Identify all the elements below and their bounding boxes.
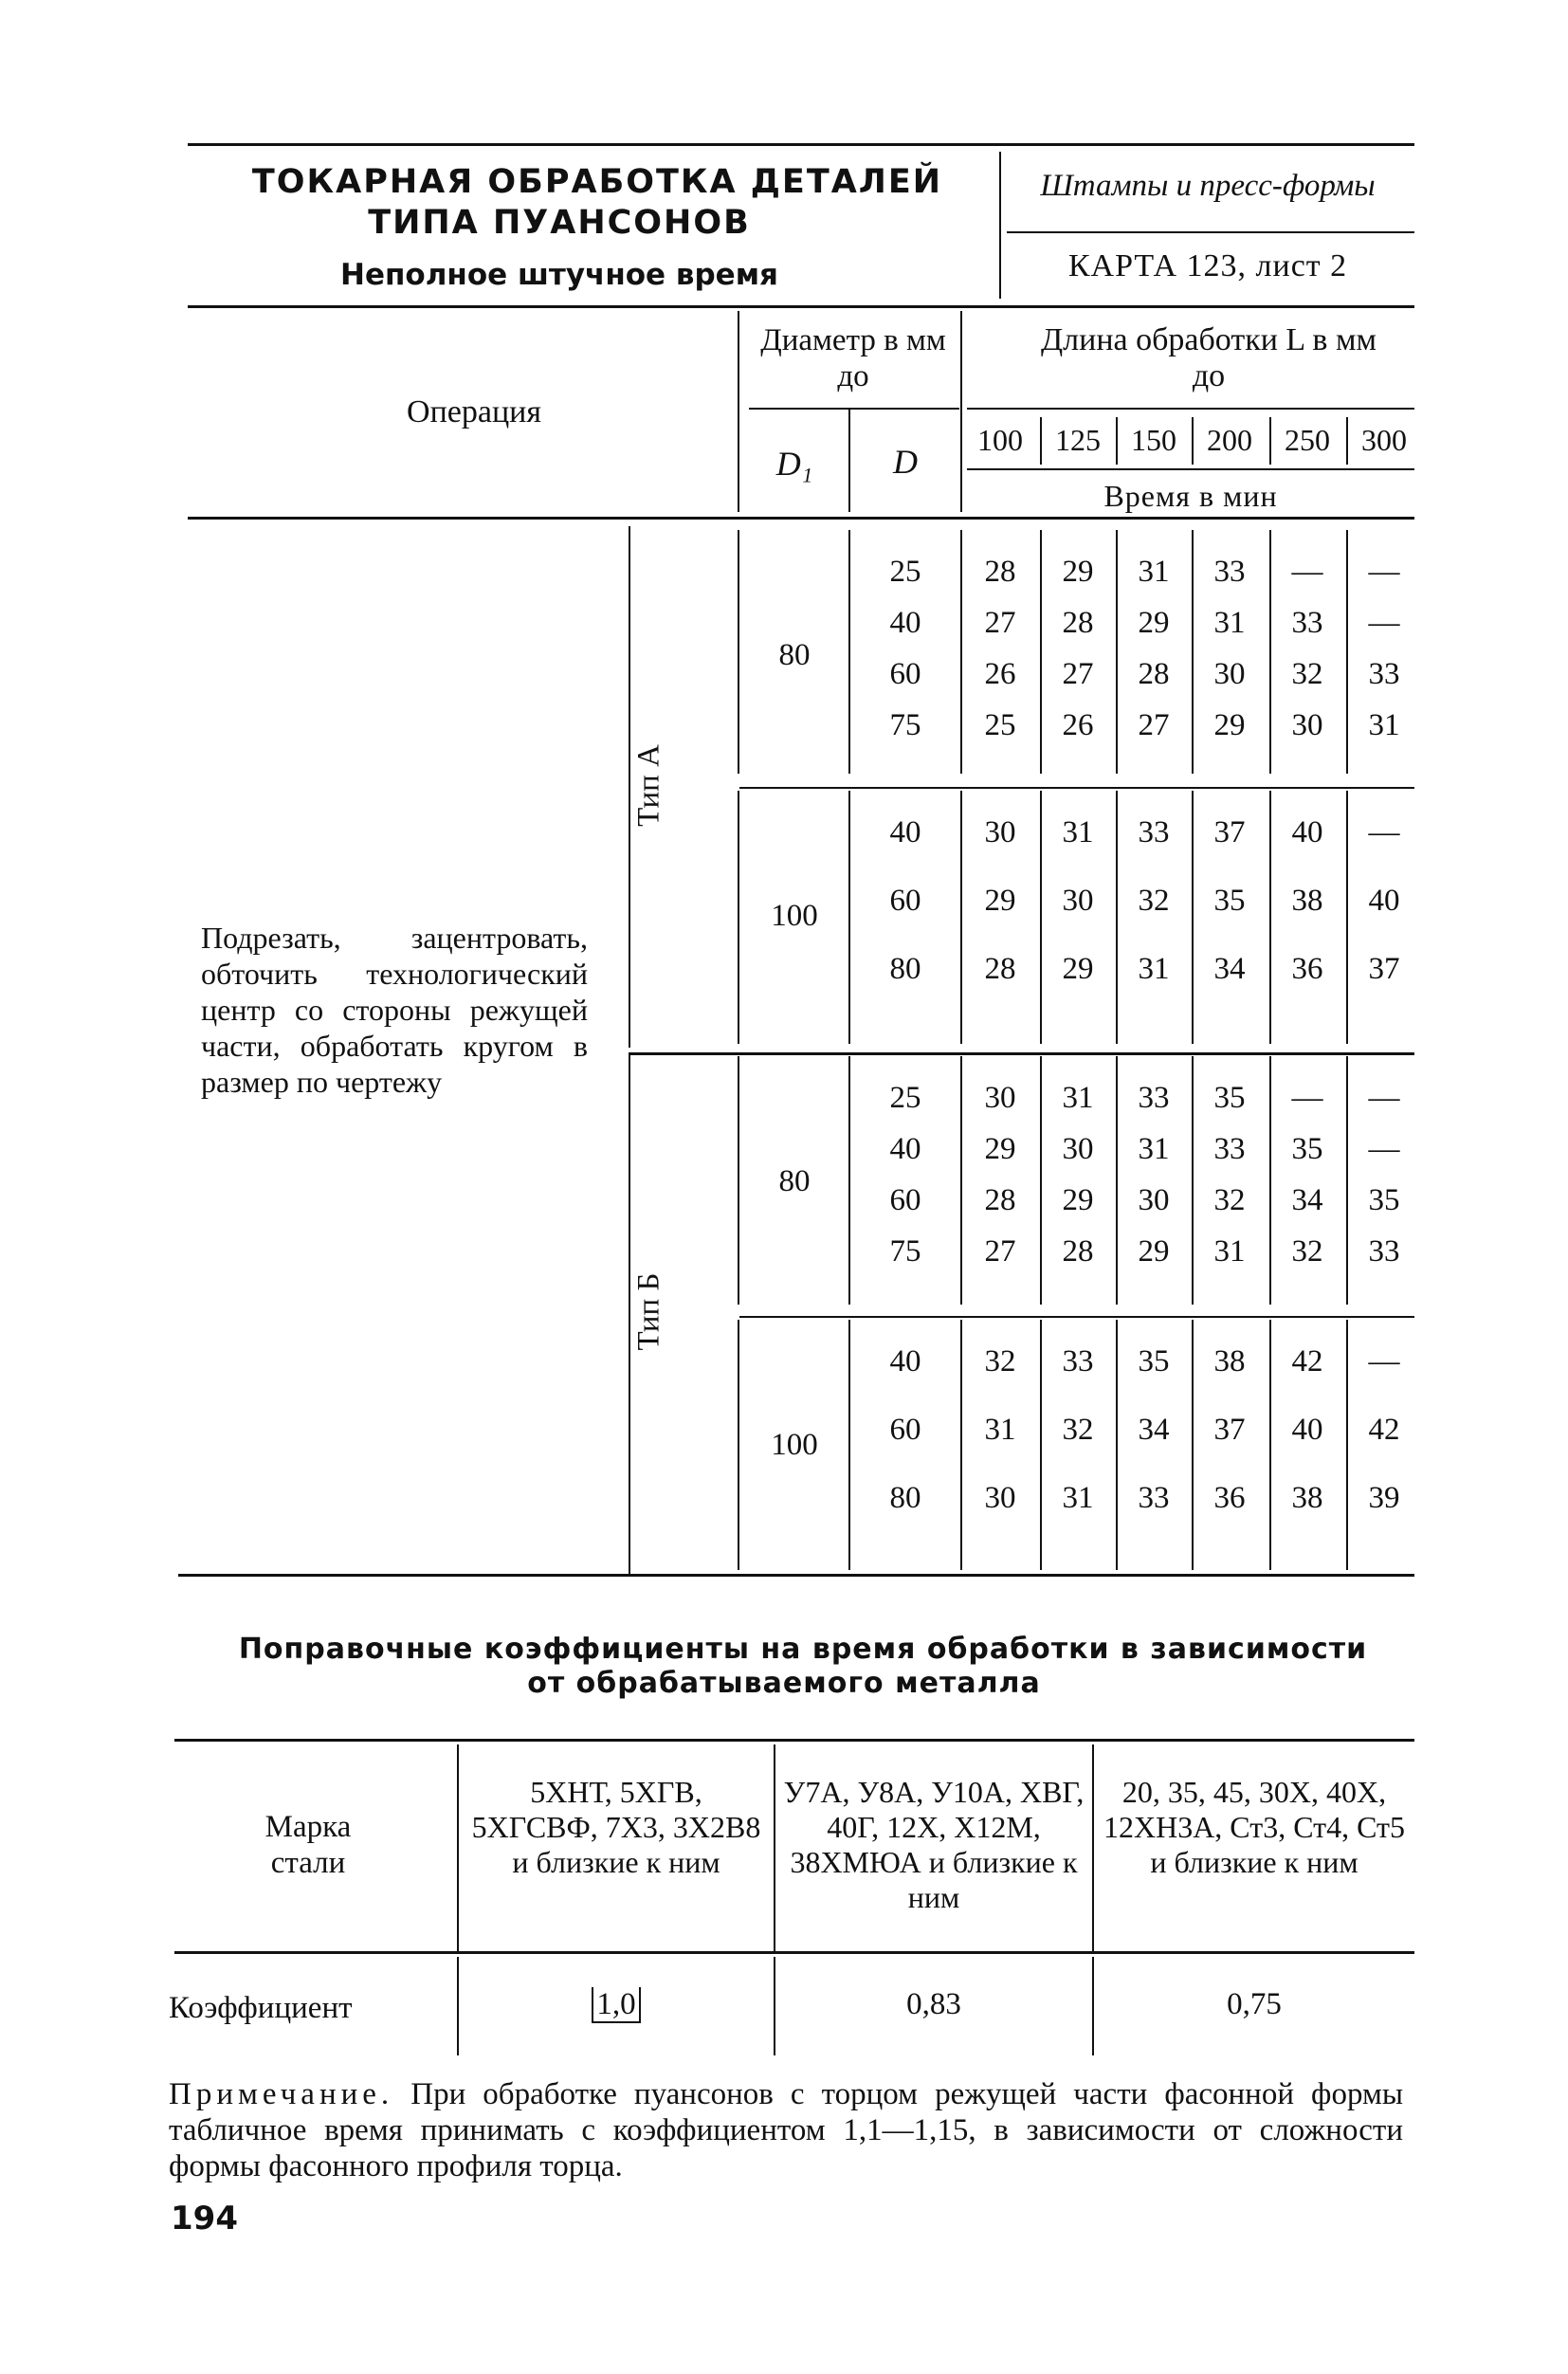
d-value: 75 [889,708,921,742]
time-value: 33 [1138,1481,1170,1515]
length-header-100: 100 [977,423,1023,457]
time-value: 29 [1213,708,1246,742]
time-value: — [1368,555,1400,589]
time-value: 31 [1062,815,1094,849]
group-separator [739,787,1414,789]
coef-sep-1 [457,1744,459,1951]
length-header-150: 150 [1131,423,1176,457]
time-value: — [1368,1132,1400,1166]
time-value: — [1291,555,1323,589]
length-header-rule [967,408,1414,410]
page-number: 194 [171,2200,238,2237]
length-header-125: 125 [1055,423,1101,457]
time-value: 40 [1291,815,1323,849]
coef-sep-2 [774,1744,775,1951]
time-value: 33 [1291,606,1323,640]
time-value: 32 [984,1344,1016,1379]
time-value: 27 [1138,708,1170,742]
time-value: 27 [984,1234,1016,1269]
card-label: КАРТА 123, лист 2 [1067,248,1348,283]
time-value: 29 [1138,1234,1170,1269]
time-value: 32 [1213,1183,1246,1217]
col-length-header: Длина обработки L в мм до [1040,322,1377,393]
length-header-sep [1269,417,1271,465]
coef-top-rule [174,1739,1414,1742]
d-value: 75 [889,1234,921,1269]
time-value: — [1291,1081,1323,1115]
length-header-sep [1192,417,1194,465]
steel-group-2: У7А, У8А, У10А, ХВГ, 40Г, 12Х, Х12М, 38ХМЮА и близкие к ним [783,1775,1085,1914]
time-value: 28 [984,952,1016,986]
time-value: 37 [1213,1413,1246,1447]
d-value: 80 [889,1481,921,1515]
length-header-sep [1040,417,1042,465]
time-value: 35 [1291,1132,1323,1166]
d-value: 60 [889,1183,921,1217]
coef-title-line-2: от обрабатываемого металла [527,1667,1041,1700]
time-value: 27 [1062,657,1094,691]
d1-value: 80 [778,1164,811,1198]
time-value: 37 [1368,952,1400,986]
d-value: 40 [889,815,921,849]
time-value: 30 [1138,1183,1170,1217]
time-unit-header: Время в мин [1103,479,1278,513]
d-value: 60 [889,1413,921,1447]
time-value: 33 [1368,657,1400,691]
time-value: 29 [984,1132,1016,1166]
d-value: 25 [889,555,921,589]
time-value: 29 [1062,555,1094,589]
time-value: 30 [984,1481,1016,1515]
time-value: 33 [1213,1132,1246,1166]
time-value: 28 [984,1183,1016,1217]
d1-value: 100 [771,1428,818,1462]
type-label: Тип А [631,744,666,827]
time-value: 25 [984,708,1016,742]
time-value: 34 [1213,952,1246,986]
time-value: 27 [984,606,1016,640]
type-col-left-border [629,526,630,1048]
time-value: 29 [1138,606,1170,640]
header-bottom-rule [188,305,1414,308]
time-value: 37 [1213,815,1246,849]
length-header-250: 250 [1285,423,1330,457]
header-top-rule [188,143,1414,146]
time-value: 30 [1213,657,1246,691]
length-header-300: 300 [1361,423,1407,457]
length-header-200: 200 [1207,423,1252,457]
note-label: Примечание. [169,2077,394,2111]
time-value: 28 [1062,606,1094,640]
coef-label: Коэффициент [169,1991,353,2025]
col-operation-header: Операция [407,394,541,429]
time-value: 32 [1291,1234,1323,1269]
col-d1-header: D₁ [775,445,813,483]
time-value: 26 [984,657,1016,691]
time-value: 31 [1138,952,1170,986]
coef-value-2: 0,83 [906,1987,961,2021]
coef-value-1-wrap [459,1987,774,2022]
time-value: 26 [1062,708,1094,742]
header-category-rule [1007,231,1414,233]
time-value: 35 [1368,1183,1400,1217]
time-value: 35 [1138,1344,1170,1379]
steel-label: Марка стали [264,1810,352,1880]
time-value: 32 [1062,1413,1094,1447]
time-value: 39 [1368,1481,1400,1515]
time-value: 31 [1138,555,1170,589]
header-category: Штампы и пресс-формы [1040,169,1376,203]
d-value: 60 [889,657,921,691]
time-value: 30 [1062,884,1094,918]
d-value: 40 [889,1344,921,1379]
length-values-rule [967,468,1414,470]
note-text: При обработке пуансонов с торцом режущей части фасонной формы табличное время принимать с коэффициентом 1,1—1,15, в зависимости от сложности формы фасонного профиля торца. [169,2077,1403,2183]
time-value: 35 [1213,1081,1246,1115]
time-value: 38 [1291,1481,1323,1515]
time-value: 36 [1291,952,1323,986]
d-value: 80 [889,952,921,986]
steel-group-1: 5ХНТ, 5ХГВ, 5ХГСВФ, 7Х3, 3Х2В8 и близкие к ним [471,1775,761,1879]
time-value: 33 [1138,1081,1170,1115]
time-value: 42 [1291,1344,1323,1379]
type-label: Тип Б [631,1272,666,1351]
d-value: 40 [889,1132,921,1166]
time-value: 30 [1062,1132,1094,1166]
time-value: 29 [1062,952,1094,986]
coef-sep-3 [1092,1744,1094,1951]
length-header-sep [1346,417,1348,465]
time-value: 42 [1368,1413,1400,1447]
col-diameter-header: Диаметр в мм до [760,323,946,393]
col-sep [738,791,739,1044]
coef-title-line-1: Поправочные коэффициенты на время обработки в зависимости [238,1633,1368,1666]
time-value: 36 [1213,1481,1246,1515]
group-separator [739,1316,1414,1318]
col-sep-diameter-length [960,311,962,512]
time-value: 31 [984,1413,1016,1447]
type-separator [630,1052,1414,1055]
title-line-2: ТИПА ПУАНСОНОВ [368,204,751,242]
d-value: 25 [889,1081,921,1115]
col-sep-operation [738,311,739,512]
time-value: 29 [984,884,1016,918]
note [169,2076,1403,2184]
time-value: 30 [984,1081,1016,1115]
title-line-1: ТОКАРНАЯ ОБРАБОТКА ДЕТАЛЕЙ [251,163,943,201]
time-value: 28 [1062,1234,1094,1269]
time-value: 40 [1368,884,1400,918]
time-value: 38 [1291,884,1323,918]
steel-group-3: 20, 35, 45, 30Х, 40Х, 12ХН3А, Ст3, Ст4, Ст5 и близкие к ним [1103,1775,1406,1879]
time-value: 32 [1138,884,1170,918]
time-value: 29 [1062,1183,1094,1217]
time-value: 31 [1368,708,1400,742]
header-subtitle: Неполное штучное время [340,258,778,292]
col-sep [738,530,739,774]
time-value: 38 [1213,1344,1246,1379]
type-col-left-border [629,1052,630,1574]
d-value: 40 [889,606,921,640]
table-header-bottom-rule [188,517,1414,520]
col-d-header: D [893,443,918,481]
operation-description: Подрезать, зацентровать, обточить технологический центр со стороны режущей части, обработать кругом в размер по чертежу [201,921,588,1099]
time-value: 33 [1368,1234,1400,1269]
coef-value-1: 1,0 [592,1987,640,2023]
time-value: 30 [984,815,1016,849]
col-sep [738,1320,739,1570]
time-value: — [1368,1344,1400,1379]
time-value: 34 [1138,1413,1170,1447]
d1-value: 100 [771,899,818,933]
time-value: 31 [1062,1081,1094,1115]
time-value: 40 [1291,1413,1323,1447]
time-value: 31 [1062,1481,1094,1515]
time-value: 34 [1291,1183,1323,1217]
time-value: — [1368,606,1400,640]
coef-value-3: 0,75 [1227,1987,1282,2021]
time-value: 33 [1062,1344,1094,1379]
time-value: — [1368,815,1400,849]
time-value: 35 [1213,884,1246,918]
time-value: 30 [1291,708,1323,742]
d1-value: 80 [778,638,811,672]
d-value: 60 [889,884,921,918]
time-value: 33 [1213,555,1246,589]
time-value: 32 [1291,657,1323,691]
time-value: 28 [1138,657,1170,691]
time-value: 28 [984,555,1016,589]
time-value: 31 [1138,1132,1170,1166]
table-bottom-rule [178,1574,1414,1577]
col-sep [738,1056,739,1305]
length-header-sep [1116,417,1118,465]
time-value: 33 [1138,815,1170,849]
coef-mid-rule [174,1951,1414,1954]
time-value: 31 [1213,1234,1246,1269]
time-value: 31 [1213,606,1246,640]
time-value: — [1368,1081,1400,1115]
diameter-header-rule [749,408,959,410]
